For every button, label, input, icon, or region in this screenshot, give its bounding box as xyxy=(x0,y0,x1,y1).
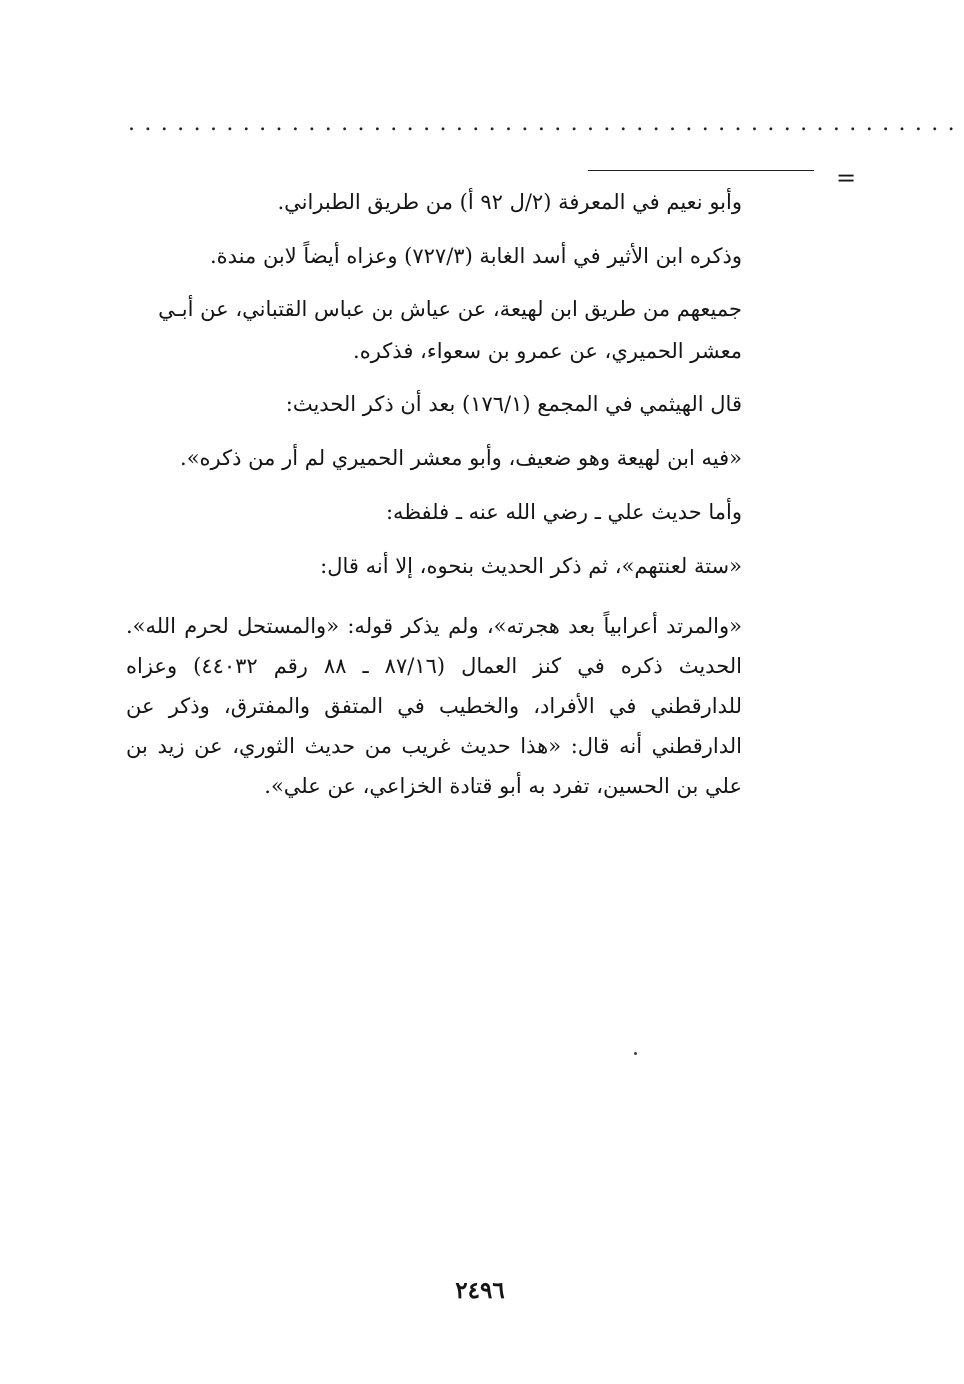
paragraph-haythami: قال الهيثمي في المجمع (١٧٦/١) بعد أن ذكر الحديث: xyxy=(285,392,742,416)
footnote-rule xyxy=(588,170,814,171)
footnote-body xyxy=(126,180,742,816)
continuation-marker: = xyxy=(836,164,857,192)
paragraph-haythami-quote: «فيه ابن لهيعة وهو ضعيف، وأبو معشر الحميري لم أر من ذكره». xyxy=(180,446,742,470)
paragraph-six-cursed: «ستة لعنتهم»، ثم ذكر الحديث بنحوه، إلا أنه قال: xyxy=(320,554,742,578)
dotted-separator: ................................................... xyxy=(128,111,964,136)
paragraph-ibn-athir: وذكره ابن الأثير في أسد الغابة (٧٢٧/٣) وعزاه أيضاً لابن مندة. xyxy=(209,244,742,268)
paragraph-chain: جميعهم من طريق ابن لهيعة، عن عياش بن عباس القتباني، عن أبـي معشر الحميري، عن عمرو بن سعواء، فذكره. xyxy=(158,297,742,363)
page-number: ٢٤٩٦ xyxy=(455,1277,505,1304)
paragraph-ali-hadith: وأما حديث علي ـ رضي الله عنه ـ فلفظه: xyxy=(385,500,742,524)
print-speck xyxy=(634,1052,637,1055)
paragraph-abu-nuaym: وأبو نعيم في المعرفة (٢/ل ٩٢ أ) من طريق الطبراني. xyxy=(277,190,742,214)
paragraph-kanz-ummal: «والمرتد أعرابياً بعد هجرته»، ولم يذكر قوله: «والمستحل لحرم الله». الحديث ذكره في كنز العمال (٨٧/١٦ ـ ٨٨ رقم ٤٤٠٣٢) وعزاه للدارقطني في الأفراد، والخطيب في المتفق والمفترق، وذكر عن الدارقطني أنه قال: «هذا حديث غريب من حديث الثوري، عن زيد بن علي بن الحسين، تفرد به أبو قتادة الخزاعي، عن علي». xyxy=(126,614,742,798)
